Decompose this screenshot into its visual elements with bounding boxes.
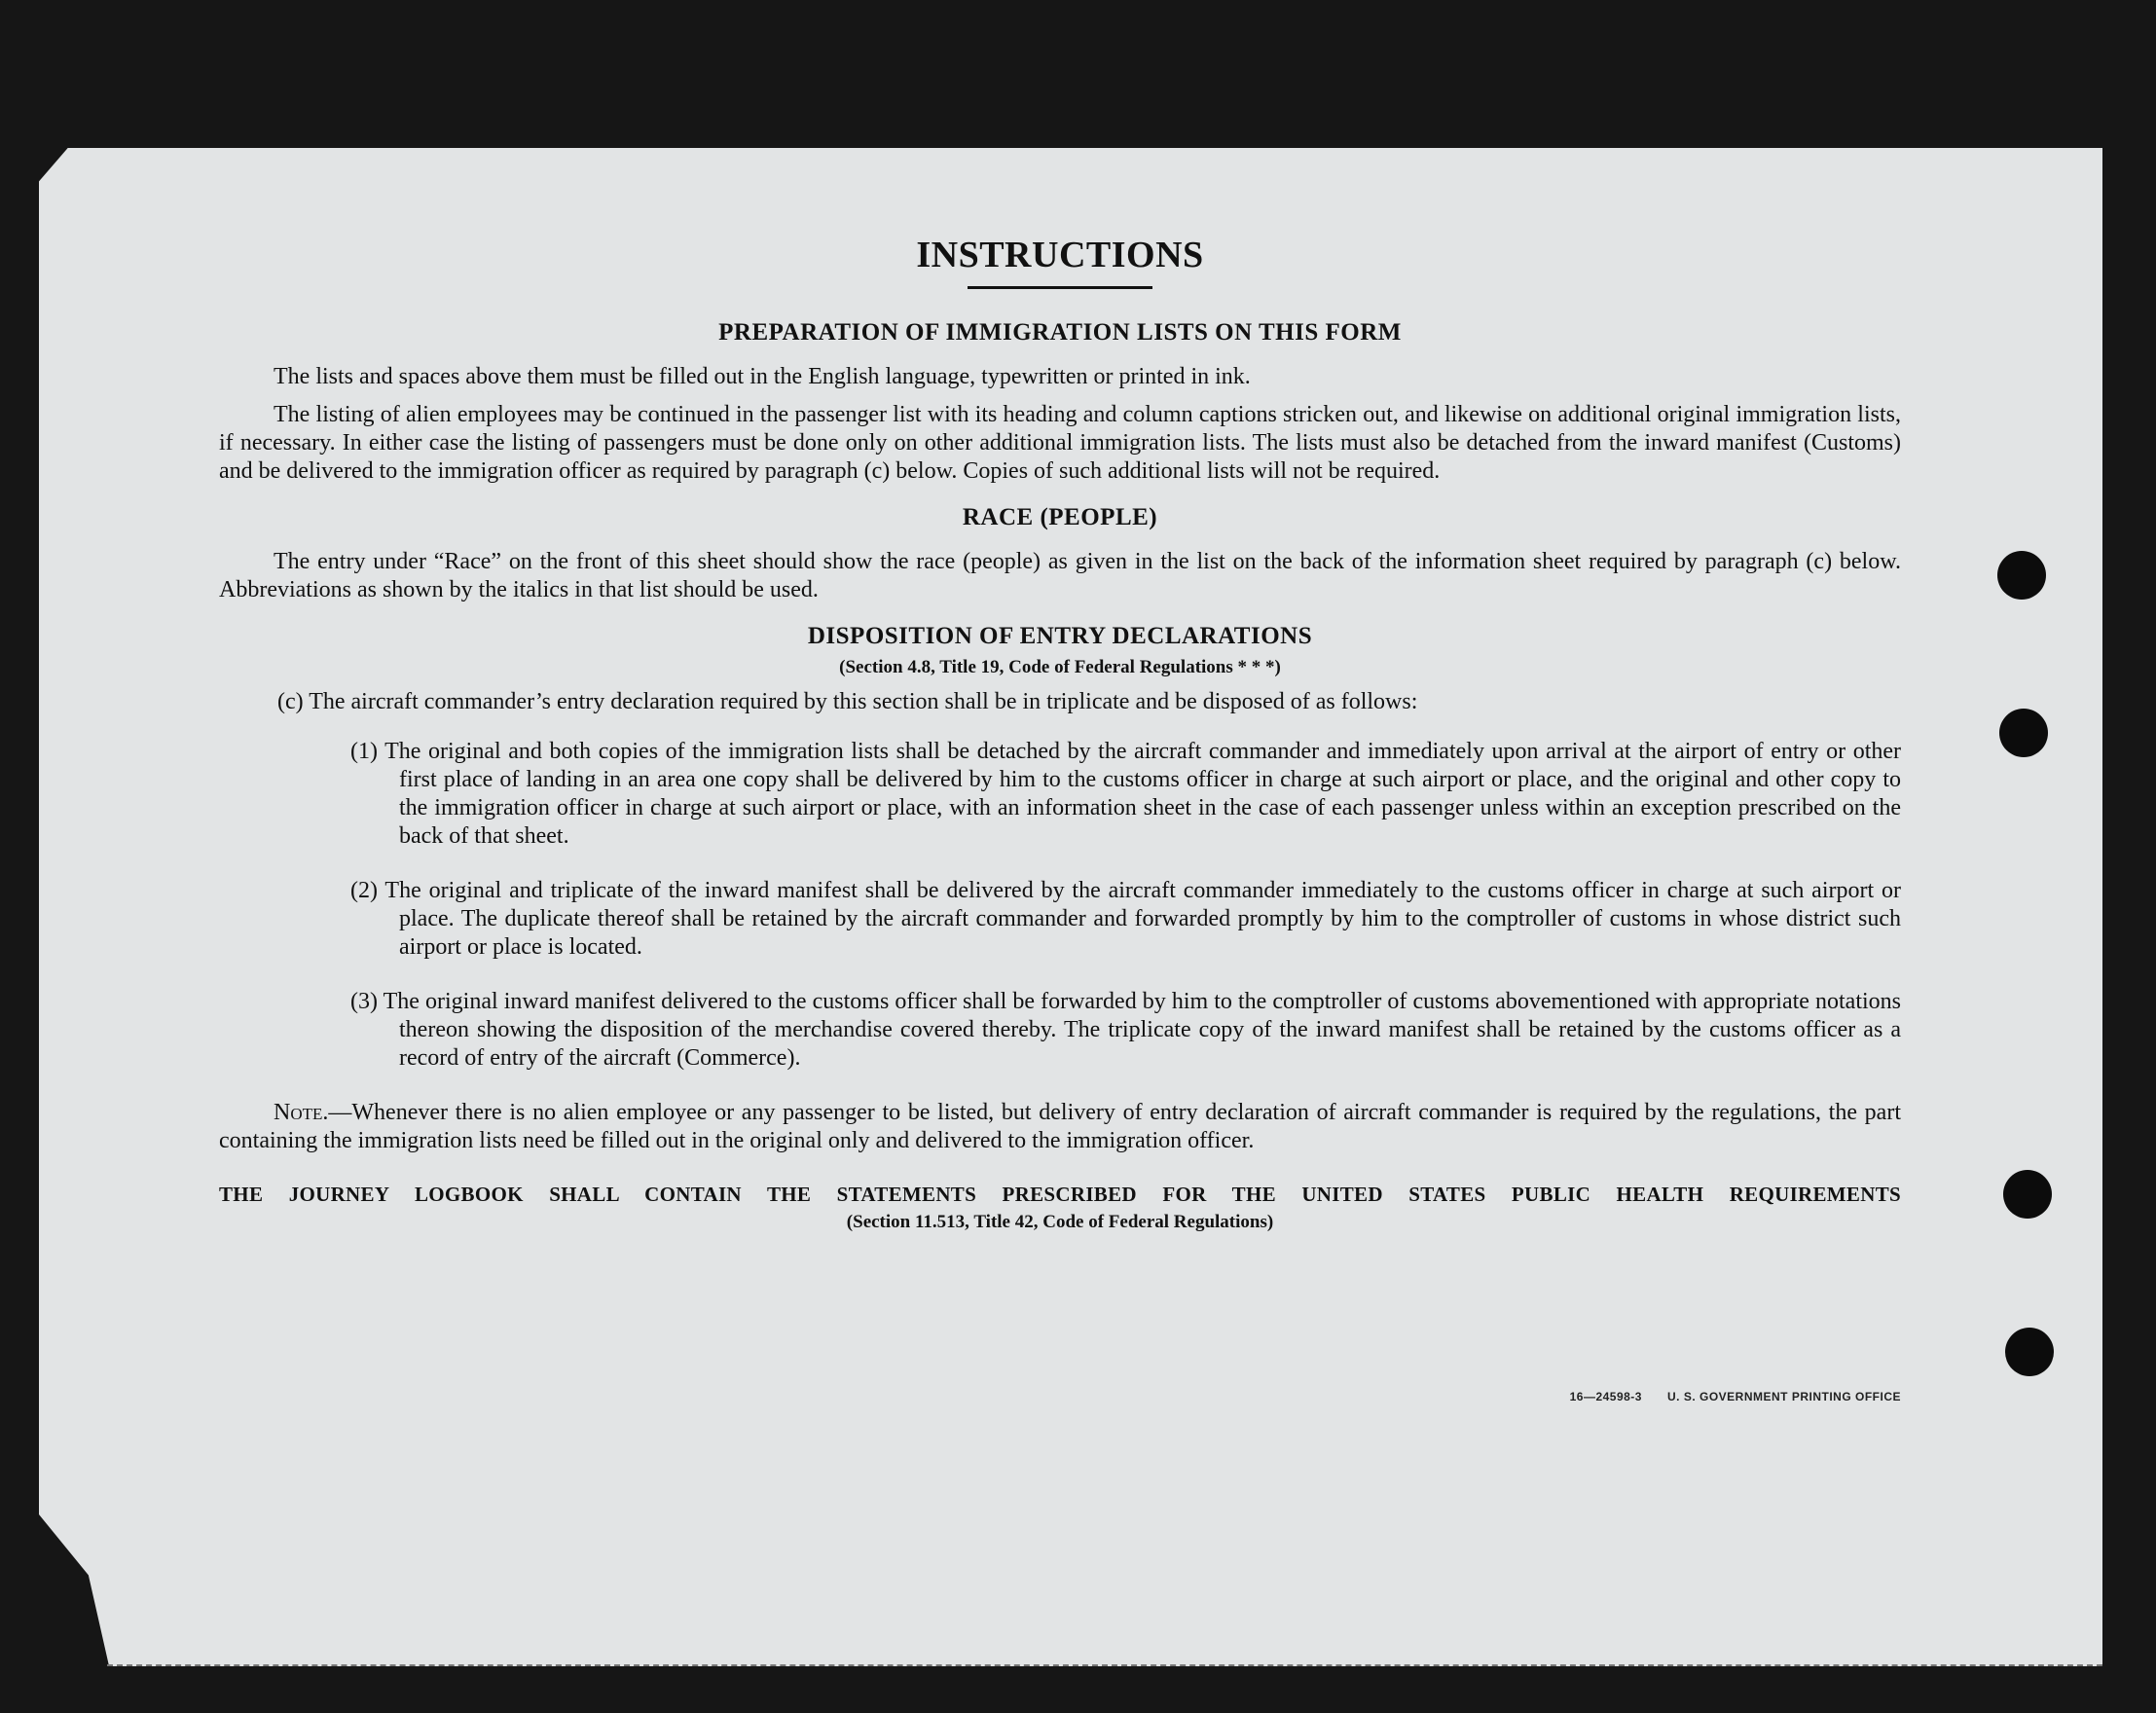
instructions-content: [219, 234, 1901, 1403]
preparation-heading: PREPARATION OF IMMIGRATION LISTS ON THIS FORM: [718, 319, 1402, 346]
punch-hole: [1997, 551, 2046, 600]
preparation-paragraph-1: The lists and spaces above them must be filled out in the English language, typewritten or printed in ink.: [274, 364, 1251, 389]
race-heading: RACE (PEOPLE): [962, 504, 1158, 530]
form-number: 16—24598-3: [1569, 1390, 1642, 1403]
disposition-item-1: (1) The original and both copies of the immigration lists shall be detached by the aircraft commander and immediately upon arrival at the airport of entry or other first place of landing in an area one copy shall be delivered by him to the customs officer in charge at such airport or place, and the original and other copy to the immigration officer in charge at such airport or place, with an information sheet in the case of each passenger unless within an exception prescribed on the back of that sheet.: [350, 739, 1901, 849]
printer-imprint: [1570, 1390, 1901, 1403]
punch-hole: [1999, 709, 2048, 757]
punch-hole: [2003, 1170, 2052, 1219]
disposition-item-2: (2) The original and triplicate of the inward manifest shall be delivered by the aircraft commander immediately to the customs officer in charge at such airport or place. The duplicate thereof shall be retained by the aircraft commander and forwarded promptly by him to the comptroller of customs in whose district such airport or place is located.: [350, 878, 1901, 960]
punch-hole: [2005, 1328, 2054, 1376]
perforation-line: [107, 1664, 2102, 1666]
note-paragraph: [219, 1099, 1901, 1155]
disposition-citation: (Section 4.8, Title 19, Code of Federal Regulations * * *): [839, 657, 1281, 677]
disposition-intro: (c) The aircraft commander’s entry declaration required by this section shall be in triplicate and be disposed of as follows:: [277, 689, 1418, 714]
health-statement: THE JOURNEY LOGBOOK SHALL CONTAIN THE STATEMENTS PRESCRIBED FOR THE UNITED STATES PUBLIC HEALTH REQUIREMENTS: [219, 1183, 1901, 1206]
note-text: —Whenever there is no alien employee or any passenger to be listed, but delivery of entry declaration of aircraft commander is required by the regulations, the part containing the immigration lists need be filled out in the original only and delivered to the immigration officer.: [219, 1100, 1901, 1153]
page-title: INSTRUCTIONS: [916, 235, 1204, 275]
disposition-item-3: (3) The original inward manifest delivered to the customs officer shall be forwarded by him to the comptroller of customs abovementioned with appropriate notations thereon showing the disposition of the merchandise covered thereby. The triplicate copy of the inward manifest shall be retained by the customs officer as a record of entry of the aircraft (Commerce).: [350, 989, 1901, 1071]
disposition-heading: DISPOSITION OF ENTRY DECLARATIONS: [807, 623, 1313, 649]
health-citation: (Section 11.513, Title 42, Code of Federal Regulations): [846, 1212, 1274, 1232]
title-rule: [968, 286, 1152, 289]
note-label: Note.: [274, 1100, 329, 1125]
preparation-paragraph-2: The listing of alien employees may be continued in the passenger list with its heading and column captions stricken out, and likewise on additional original immigration lists, if necessary. In either case the listing of passengers must be done only on other additional immigration lists. The lists must also be detached from the inward manifest (Customs) and be delivered to the immigration officer as required by paragraph (c) below. Copies of such additional lists will not be required.: [219, 402, 1901, 484]
printer-name: U. S. GOVERNMENT PRINTING OFFICE: [1666, 1390, 1901, 1403]
race-paragraph: The entry under “Race” on the front of this sheet should show the race (people) as given in the list on the back of the information sheet required by paragraph (c) below. Abbreviations as shown by the italics in that list should be used.: [219, 549, 1901, 602]
